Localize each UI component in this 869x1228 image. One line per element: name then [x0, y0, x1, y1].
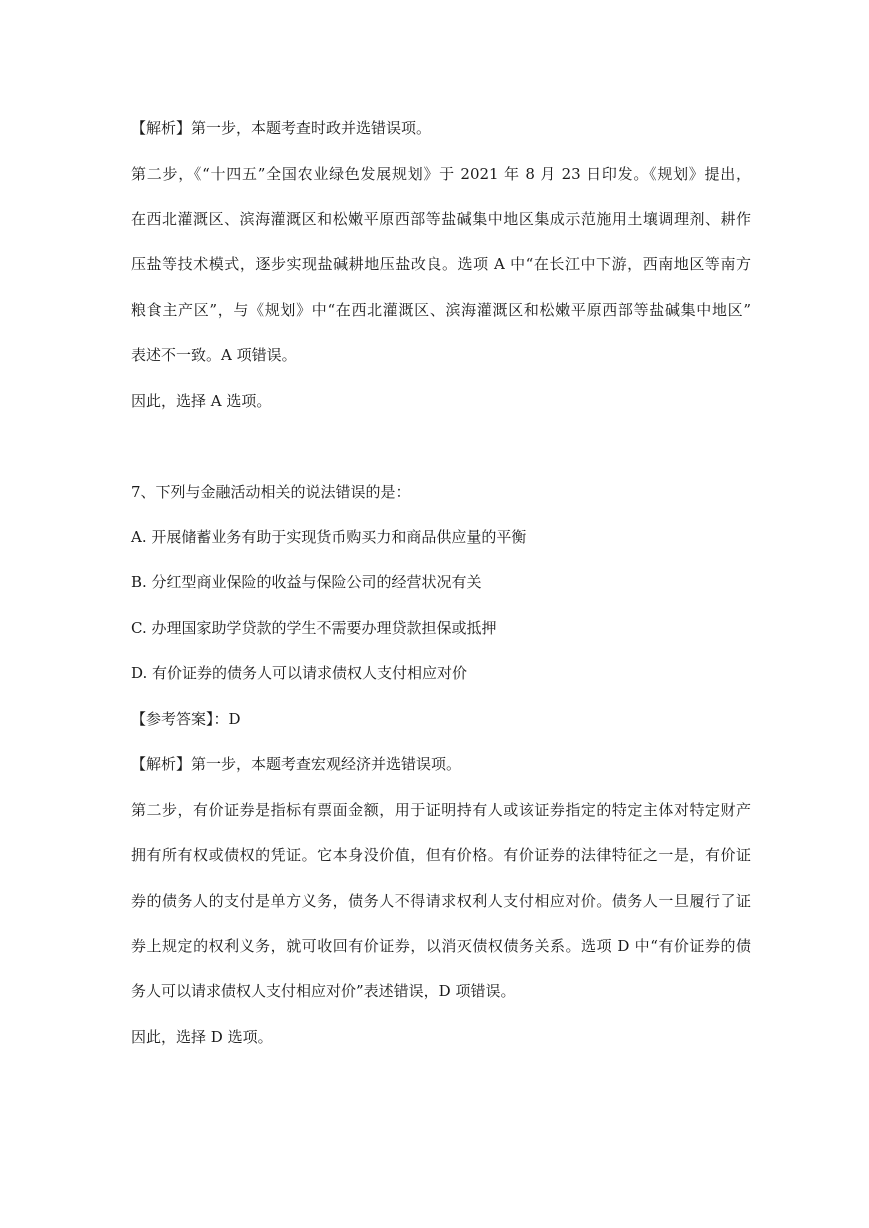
analysis-line: 粮食主产区”，与《规划》中“在西北灌溉区、滨海灌溉区和松嫩平原西部等盐碱集中地区” [131, 301, 751, 319]
analysis-line: 券的债务人的支付是单方义务，债务人不得请求权利人支付相应对价。债务人一旦履行了证 [131, 892, 751, 910]
analysis-line: 券上规定的权利义务，就可收回有价证券，以消灭债权债务关系。选项 D 中“有价证券的债 [131, 937, 751, 955]
option-a: A. 开展储蓄业务有助于实现货币购买力和商品供应量的平衡 [131, 528, 527, 546]
question-stem: 7、下列与金融活动相关的说法错误的是： [131, 483, 411, 501]
analysis-line: 表述不一致。A 项错误。 [131, 346, 297, 364]
analysis-line: 压盐等技术模式，逐步实现盐碱耕地压盐改良。选项 A 中“在长江中下游，西南地区等南方 [131, 255, 751, 273]
analysis-intro: 【解析】第一步，本题考查时政并选错误项。 [131, 119, 432, 137]
option-d: D. 有价证券的债务人可以请求债权人支付相应对价 [131, 664, 468, 682]
option-c: C. 办理国家助学贷款的学生不需要办理贷款担保或抵押 [131, 619, 497, 637]
analysis-line: 第二步，有价证券是指标有票面金额，用于证明持有人或该证券指定的特定主体对特定财产 [131, 801, 751, 819]
analysis-line: 拥有所有权或债权的凭证。它本身没价值，但有价格。有价证券的法律特征之一是，有价证 [131, 846, 751, 864]
analysis-line: 在西北灌溉区、滨海灌溉区和松嫩平原西部等盐碱集中地区集成示范施用土壤调理剂、耕作 [131, 210, 751, 228]
option-b: B. 分红型商业保险的收益与保险公司的经营状况有关 [131, 573, 482, 591]
analysis-line: 第二步，《“十四五”全国农业绿色发展规划》于 2021 年 8 月 23 日印发。《规划》提出， [131, 165, 751, 183]
analysis-intro: 【解析】第一步，本题考查宏观经济并选错误项。 [131, 755, 462, 773]
analysis-conclusion: 因此，选择 A 选项。 [131, 392, 272, 410]
reference-answer: 【参考答案】：D [131, 710, 241, 728]
analysis-conclusion: 因此，选择 D 选项。 [131, 1028, 273, 1046]
analysis-line: 务人可以请求债权人支付相应对价”表述错误，D 项错误。 [131, 982, 516, 1000]
